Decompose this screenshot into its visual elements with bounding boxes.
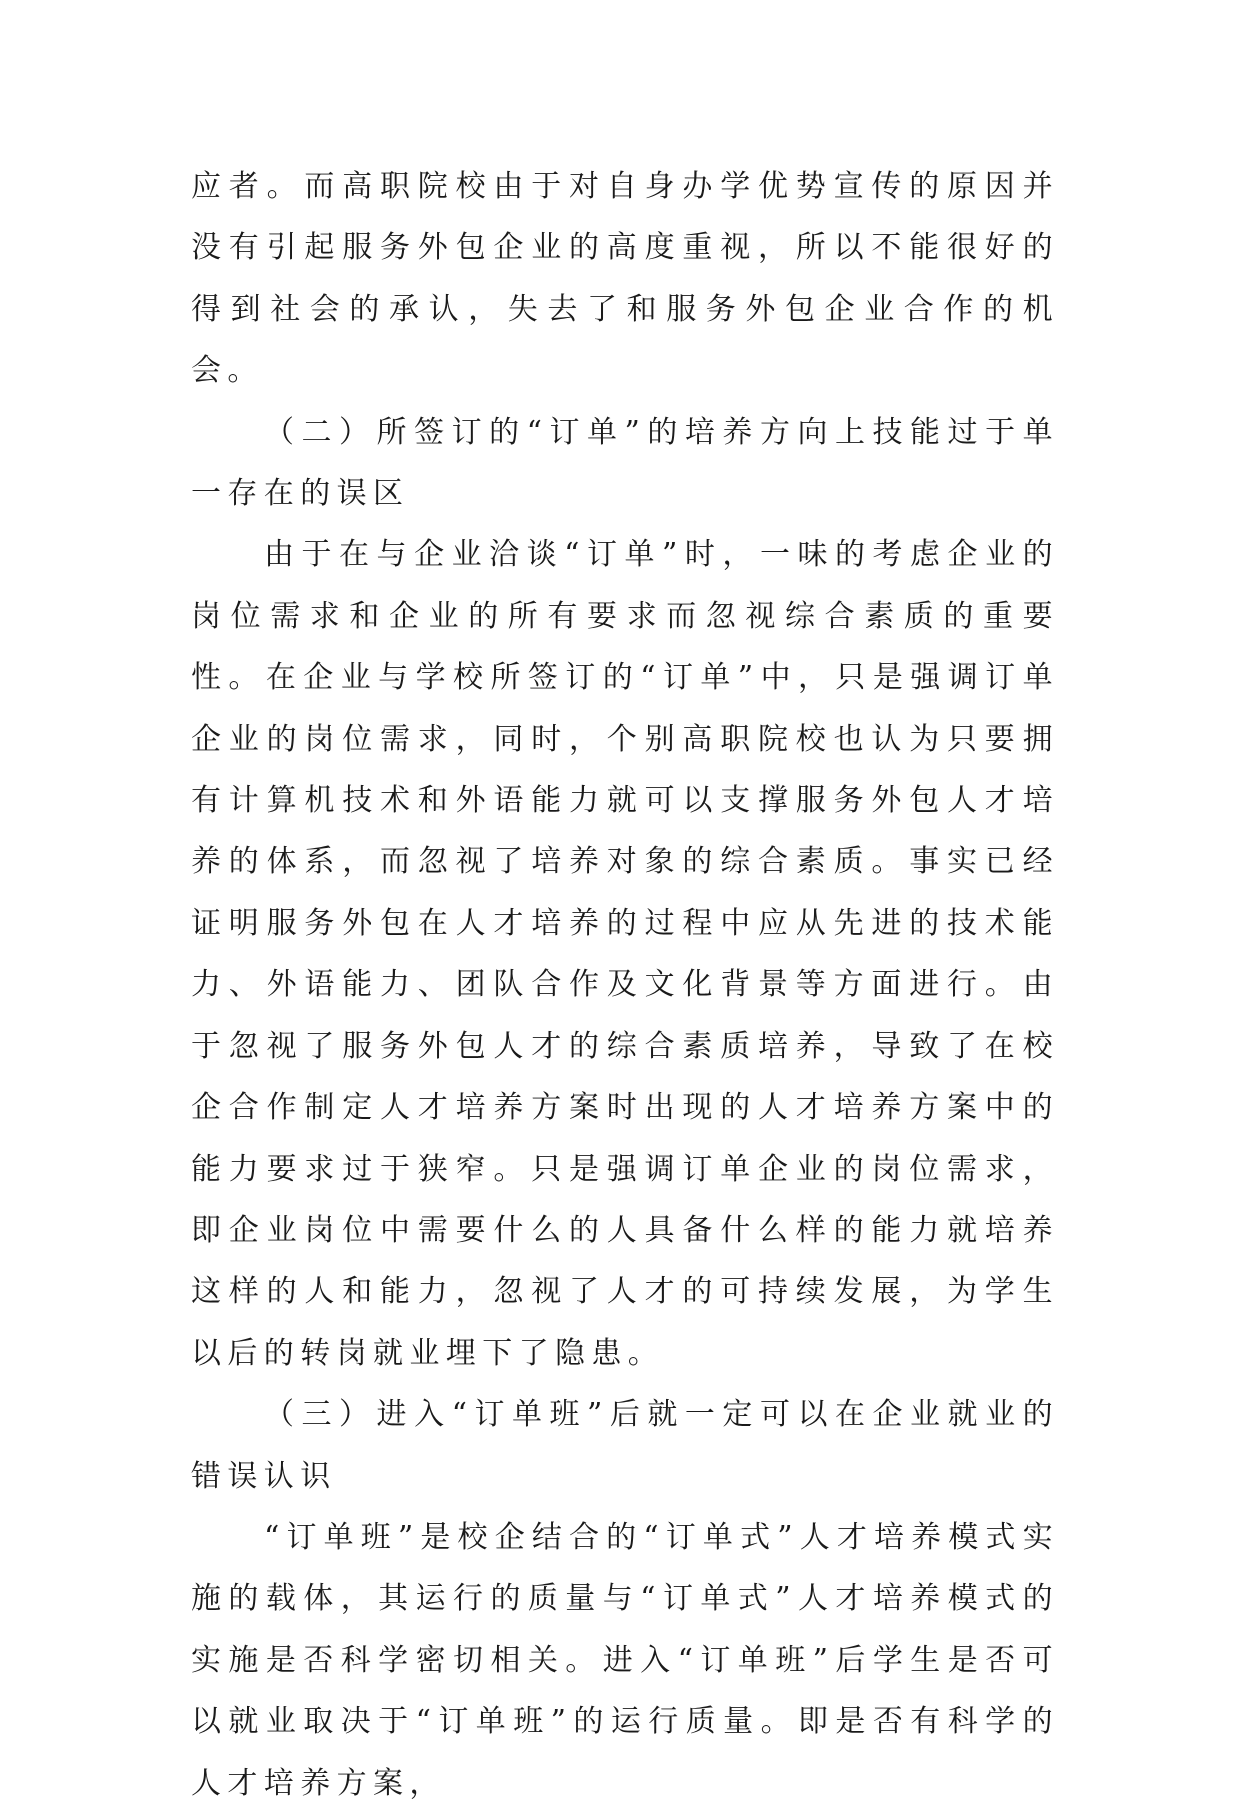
paragraph-misconception-skills: 由于在与企业洽谈“订单”时，一味的考虑企业的岗位需求和企业的所有要求而忽视综合素质的重要性。在企业与学校所签订的“订单”中，只是强调订单企业的岗位需求，同时，个别高职院校也认为只要拥有计算机技术和外语能力就可以支撑服务外包人才培养的体系，而忽视了培养对象的综合素质。事实已经证明服务外包在人才培养的过程中应从先进的技术能力、外语能力、团队合作及文化背景等方面进行。由于忽视了服务外包人才的综合素质培养，导致了在校企合作制定人才培养方案时出现的人才培养方案中的能力要求过于狭窄。只是强调订单企业的岗位需求，即企业岗位中需要什么的人具备什么样的能力就培养这样的人和能力，忽视了人才的可持续发展，为学生以后的转岗就业埋下了隐患。 <box>191 537 1059 1371</box>
paragraph-order-class: “订单班”是校企结合的“订单式”人才培养模式实施的载体，其运行的质量与“订单式”人才培养模式的实施是否科学密切相关。进入“订单班”后学生是否可以就业取决于“订单班”的运行质量。即是否有科学的人才培养方案， <box>191 1519 1059 1801</box>
section-heading-2: （二）所签订的“订单”的培养方向上技能过于单一存在的误区 <box>191 414 1059 512</box>
section-heading-3: （三）进入“订单班”后就一定可以在企业就业的错误认识 <box>191 1397 1059 1494</box>
paragraph-continuation: 应者。而高职院校由于对自身办学优势宣传的原因并没有引起服务外包企业的高度重视，所以不能很好的得到社会的承认，失去了和服务外包企业合作的机会。 <box>191 169 1059 389</box>
document-body <box>191 156 1059 1814</box>
